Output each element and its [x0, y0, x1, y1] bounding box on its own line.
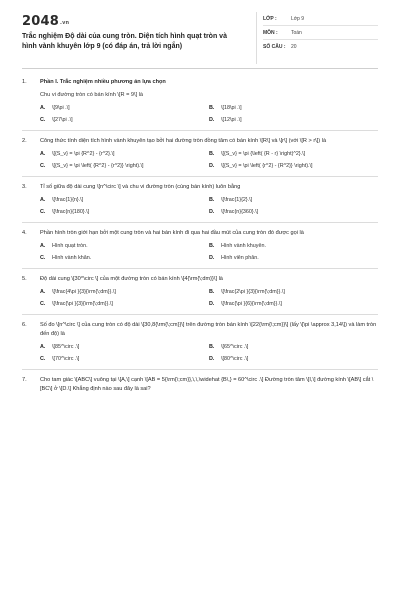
- option-letter: D.: [209, 255, 215, 261]
- option-c[interactable]: [40, 116, 209, 125]
- option-letter: B.: [209, 243, 215, 249]
- option-letter: D.: [209, 209, 215, 215]
- question-line: [22, 229, 378, 238]
- option-a[interactable]: [40, 150, 209, 159]
- option-text: Hình quạt tròn.: [52, 243, 88, 249]
- question-number: 4.: [22, 230, 27, 236]
- option-b[interactable]: [209, 288, 378, 297]
- option-text: \[18\pi .\]: [221, 105, 242, 111]
- option-c[interactable]: [40, 162, 209, 171]
- header: [22, 0, 378, 64]
- option-text: \[\frac{2\pi }{3}{\rm{\;dm}}.\]: [221, 289, 285, 295]
- option-text: \[65^\circ .\]: [221, 344, 249, 350]
- option-d[interactable]: [209, 254, 378, 263]
- brand-block: [22, 14, 256, 64]
- question-number: 6.: [22, 322, 27, 328]
- option-d[interactable]: [209, 162, 378, 171]
- question-line: [22, 137, 378, 146]
- option-letter: A.: [40, 344, 46, 350]
- meta-row-subject: [263, 26, 378, 40]
- question-number: 2.: [22, 138, 27, 144]
- question-line: [22, 275, 378, 284]
- option-letter: C.: [40, 117, 46, 123]
- question-2: [22, 131, 378, 177]
- option-text: \[{S_v} = \pi \left( {R^2} - {r^2}} \right).\]: [52, 163, 144, 169]
- meta-row-count: [263, 40, 378, 53]
- option-letter: A.: [40, 243, 46, 249]
- option-d[interactable]: [209, 355, 378, 364]
- option-letter: C.: [40, 255, 46, 261]
- option-letter: C.: [40, 209, 46, 215]
- option-letter: D.: [209, 356, 215, 362]
- option-letter: A.: [40, 197, 46, 203]
- option-text: Hình vành khăn.: [52, 255, 92, 261]
- question-number: 1.: [22, 79, 27, 85]
- meta-box: [256, 12, 378, 64]
- option-b[interactable]: [209, 196, 378, 205]
- logo-text: 2048: [22, 14, 59, 29]
- question-line: [22, 183, 378, 192]
- meta-value: 20: [291, 43, 297, 50]
- option-letter: D.: [209, 163, 215, 169]
- options: [22, 196, 378, 217]
- question-text: Tỉ số giữa độ dài cung \[n^\circ \] và chu vi đường tròn (cùng bán kính) luôn bằng: [40, 184, 241, 190]
- option-c[interactable]: [40, 208, 209, 217]
- option-letter: B.: [209, 289, 215, 295]
- options: [22, 242, 378, 263]
- question-7: [22, 370, 378, 399]
- option-letter: B.: [209, 344, 215, 350]
- option-b[interactable]: [209, 242, 378, 251]
- question-number: 3.: [22, 184, 27, 190]
- options: [22, 150, 378, 171]
- option-letter: A.: [40, 105, 46, 111]
- option-text: \[{S_v} = \pi \left( {r^2} - {R^2}} \right).\]: [221, 163, 313, 169]
- question-1: [22, 73, 378, 131]
- option-a[interactable]: [40, 343, 209, 352]
- option-letter: D.: [209, 117, 215, 123]
- question-list: [22, 69, 378, 399]
- document-title: Trắc nghiệm Độ dài của cung tròn. Diện tích hình quạt tròn và hình vành khuyên lớp 9 (có đáp án, trả lời ngắn): [22, 33, 227, 50]
- option-b[interactable]: [209, 150, 378, 159]
- option-c[interactable]: [40, 355, 209, 364]
- question-text: Công thức tính diện tích hình vành khuyên tạo bởi hai đường tròn đồng tâm có bán kính \[R\] và \[r\] (với \[R > r\]) là: [40, 138, 327, 144]
- site-logo[interactable]: [22, 14, 256, 29]
- option-text: \[{S_v} = \pi {\left( {R - r} \right)^2}.\]: [221, 151, 306, 157]
- option-text: \[\frac{n}{360}.\]: [221, 209, 259, 215]
- option-a[interactable]: [40, 196, 209, 205]
- logo-suffix: .vn: [59, 20, 70, 26]
- question-4: [22, 223, 378, 269]
- question-text: Số đo \[n^\circ \] của cung tròn có độ dài \[30,8{\rm{\;cm}}\] trên đường tròn bán kính \[22{\rm{\;cm}}\] (lấy \[\pi \approx 3,14\]) và làm tròn đến độ) là: [40, 322, 377, 337]
- option-text: \[\frac{n}{180}.\]: [52, 209, 90, 215]
- option-letter: B.: [209, 151, 215, 157]
- option-letter: C.: [40, 163, 46, 169]
- question-line: [22, 376, 378, 394]
- option-c[interactable]: [40, 254, 209, 263]
- option-letter: A.: [40, 151, 46, 157]
- option-text: \[{S_v} = \pi {R^2} - {r^2}.\]: [52, 151, 115, 157]
- option-text: \[\frac{\pi }{6}{\rm{\;dm}}.\]: [221, 301, 282, 307]
- options: [22, 104, 378, 125]
- option-text: \[85^\circ .\]: [52, 344, 80, 350]
- option-text: \[70^\circ .\]: [52, 356, 80, 362]
- question-line: [22, 321, 378, 339]
- options: [22, 288, 378, 309]
- option-letter: B.: [209, 105, 215, 111]
- option-text: Hình vành khuyên.: [221, 243, 266, 249]
- option-d[interactable]: [209, 208, 378, 217]
- option-a[interactable]: [40, 242, 209, 251]
- meta-label: SỐ CÂU :: [263, 43, 286, 50]
- option-text: \[\frac{1}{n}.\]: [52, 197, 84, 203]
- question-6: [22, 315, 378, 370]
- option-letter: B.: [209, 197, 215, 203]
- question-text: Cho tam giác \[ABC\] vuông tại \[A,\] cạnh \[AB = 5{\rm{\;cm}},\,\,\widehat {B\,} = 60^\circ .\] Đường tròn tâm \[I,\] đường kính \[AB\] cắt \[BC\] ở \[D.\] Khẳng định nào sau đây là sai?: [40, 377, 374, 392]
- section-line: [22, 78, 378, 87]
- question-3: [22, 177, 378, 223]
- question-5: [22, 269, 378, 315]
- option-text: \[\frac{4\pi }{3}{\rm{\;dm}}.\]: [52, 289, 116, 295]
- question-text: Độ dài cung \[30^\circ \] của một đường tròn có bán kính \[4{\rm{\;dm}}\] là: [40, 276, 223, 282]
- option-b[interactable]: [209, 104, 378, 113]
- option-text: \[12\pi .\]: [221, 117, 242, 123]
- option-letter: A.: [40, 289, 46, 295]
- question-text: Chu vi đường tròn có bán kính \[R = 9\] là: [40, 92, 144, 98]
- option-text: Hình viên phân.: [221, 255, 259, 261]
- meta-label: LỚP :: [263, 15, 277, 22]
- option-a[interactable]: [40, 288, 209, 297]
- meta-row-class: [263, 12, 378, 26]
- option-c[interactable]: [40, 300, 209, 309]
- question-text: Phần hình tròn giới hạn bởi một cung tròn và hai bán kính đi qua hai đầu mút của cung tròn đó được gọi là: [40, 230, 304, 236]
- meta-value: Lớp 9: [291, 15, 305, 22]
- option-letter: D.: [209, 301, 215, 307]
- section-title: Phần I. Trắc nghiệm nhiều phương án lựa chọn: [40, 79, 166, 85]
- question-number: 5.: [22, 276, 27, 282]
- question-number: 7.: [22, 377, 27, 383]
- meta-value: Toán: [291, 29, 302, 36]
- option-b[interactable]: [209, 343, 378, 352]
- options: [22, 343, 378, 364]
- meta-label: MÔN :: [263, 29, 278, 36]
- option-text: \[\frac{1}{2}.\]: [221, 197, 253, 203]
- option-d[interactable]: [209, 300, 378, 309]
- option-letter: C.: [40, 356, 46, 362]
- option-d[interactable]: [209, 116, 378, 125]
- option-text: \[80^\circ .\]: [221, 356, 249, 362]
- option-text: \[9\pi .\]: [52, 105, 70, 111]
- option-text: \[27\pi .\]: [52, 117, 73, 123]
- option-a[interactable]: [40, 104, 209, 113]
- option-letter: C.: [40, 301, 46, 307]
- option-text: \[\frac{\pi }{3}{\rm{\;dm}}.\]: [52, 301, 113, 307]
